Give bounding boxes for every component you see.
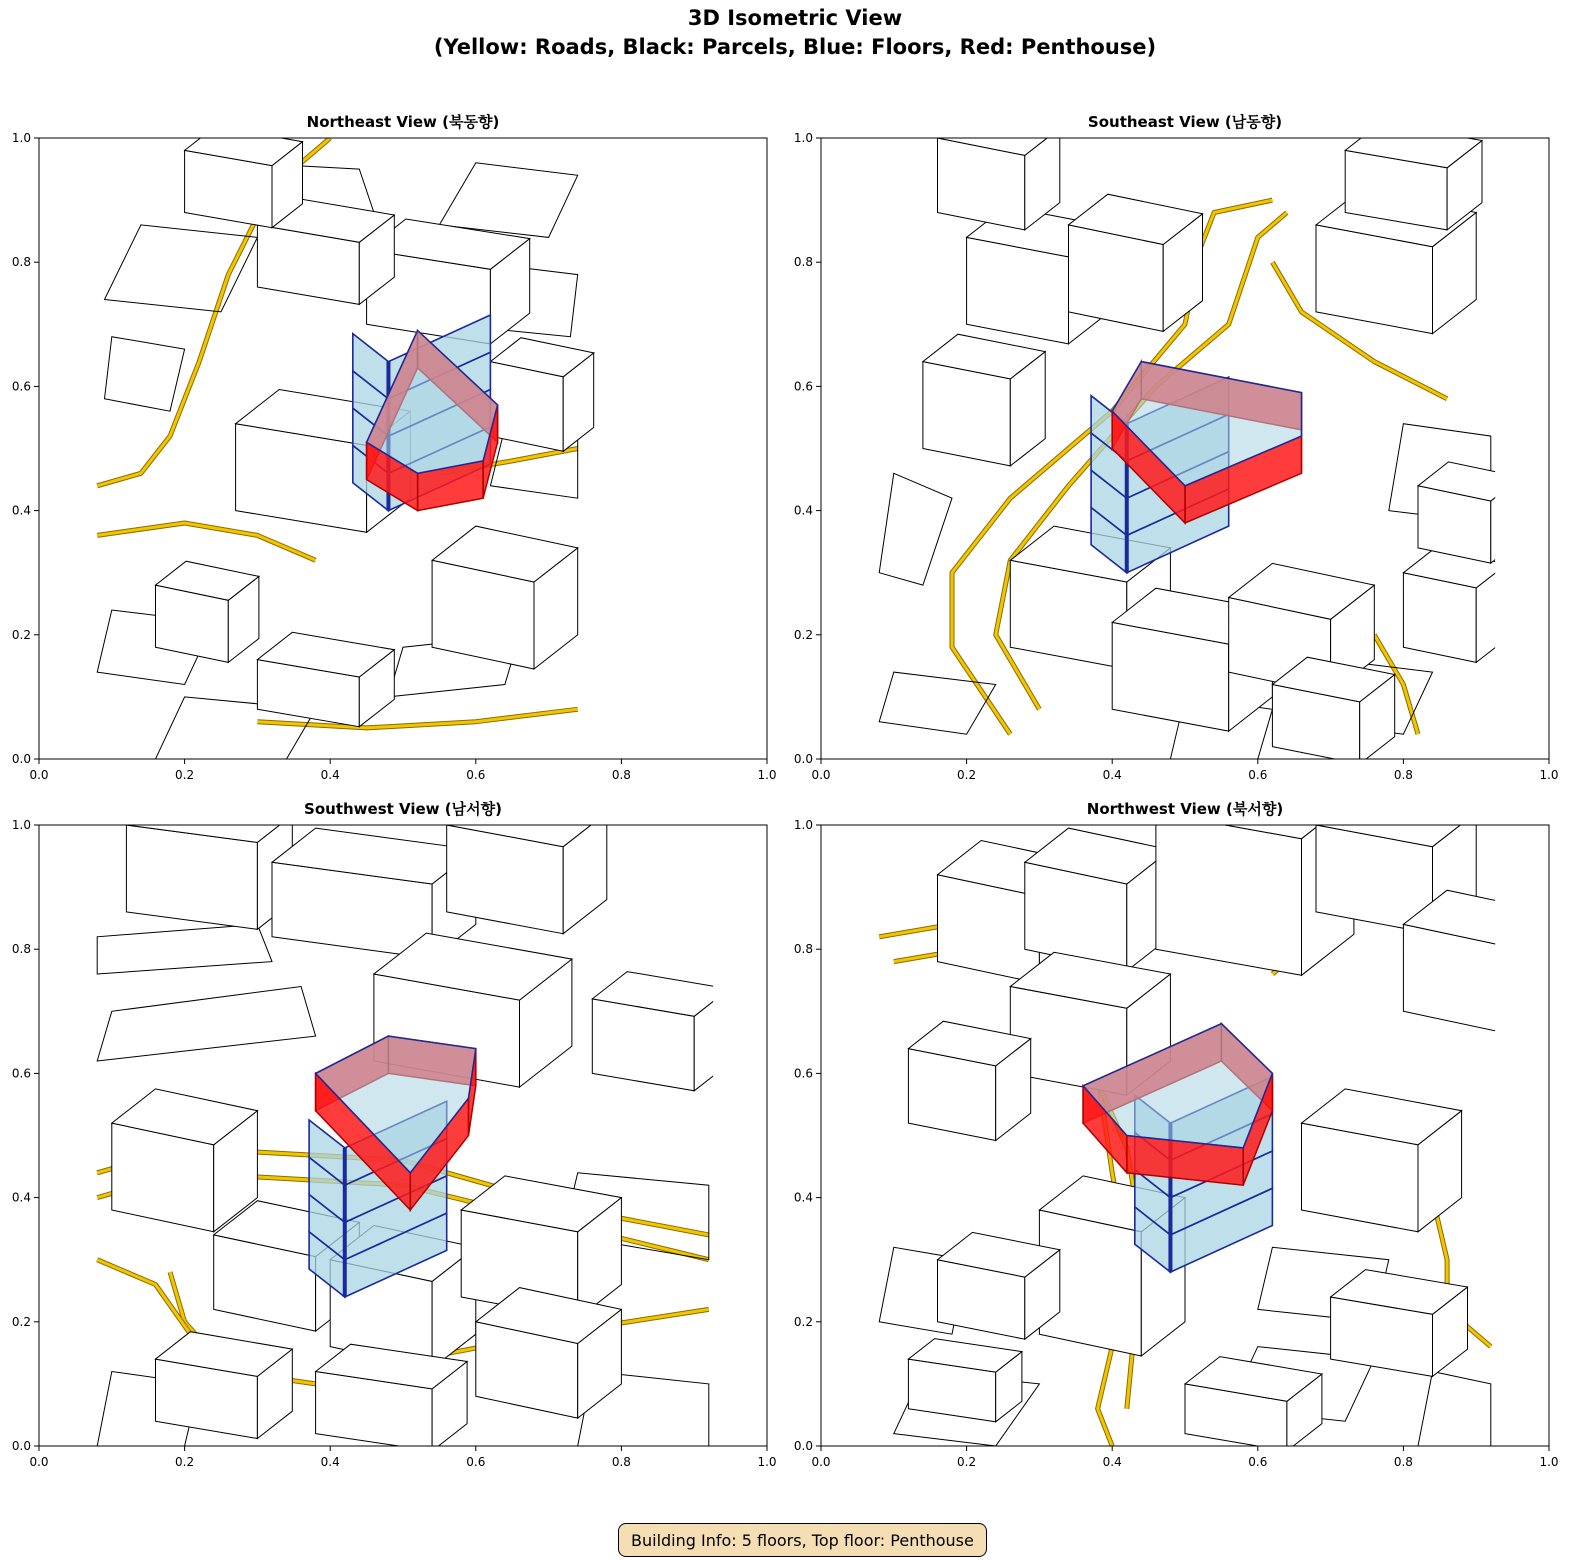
x-tick-label: 0.8 bbox=[1393, 768, 1413, 782]
parcel bbox=[97, 987, 315, 1062]
y-tick-label: 0.2 bbox=[11, 1314, 31, 1329]
building-block bbox=[1302, 1089, 1462, 1232]
building-block bbox=[938, 1232, 1060, 1339]
building-block bbox=[126, 798, 292, 930]
x-tick-label: 0.2 bbox=[175, 768, 195, 782]
building-info-box: Building Info: 5 floors, Top floor: Penthouse bbox=[618, 1523, 987, 1557]
y-tick-label: 0.4 bbox=[793, 503, 813, 518]
subplot-title: Southeast View (남동향) bbox=[1087, 113, 1283, 131]
parcel bbox=[439, 163, 577, 238]
x-tick-label: 0.8 bbox=[1393, 1455, 1413, 1469]
y-tick-label: 0.6 bbox=[793, 379, 813, 394]
parcel bbox=[97, 924, 272, 974]
building-block bbox=[432, 526, 578, 669]
building-block bbox=[112, 1089, 258, 1232]
y-tick-label: 1.0 bbox=[793, 818, 813, 832]
parcel bbox=[1418, 1372, 1491, 1447]
x-tick-label: 1.0 bbox=[1539, 768, 1559, 782]
x-tick-label: 0.4 bbox=[1102, 1455, 1122, 1469]
subplot-southwest bbox=[12, 791, 777, 1469]
y-tick-label: 0.0 bbox=[793, 1439, 813, 1453]
y-tick-label: 0.6 bbox=[11, 379, 31, 394]
x-tick-label: 0.2 bbox=[957, 1455, 977, 1469]
y-tick-label: 0.4 bbox=[11, 1190, 31, 1205]
x-tick-label: 0.0 bbox=[29, 768, 49, 782]
x-tick-label: 0.6 bbox=[466, 768, 486, 782]
y-tick-label: 1.0 bbox=[11, 818, 31, 832]
building-block bbox=[1272, 657, 1394, 764]
scene-content bbox=[97, 127, 594, 760]
y-tick-label: 0.0 bbox=[793, 752, 813, 766]
figure-title-line1: 3D Isometric View bbox=[687, 6, 903, 30]
parcel bbox=[879, 473, 952, 585]
subplot-title: Northwest View (북서향) bbox=[1086, 800, 1284, 818]
x-tick-label: 0.8 bbox=[611, 768, 631, 782]
building-block bbox=[1345, 123, 1482, 230]
y-tick-label: 0.8 bbox=[11, 255, 31, 270]
building-block bbox=[592, 972, 729, 1091]
x-tick-label: 1.0 bbox=[757, 768, 777, 782]
y-tick-label: 0.4 bbox=[11, 503, 31, 518]
building-block bbox=[1069, 194, 1203, 331]
scene-content bbox=[879, 111, 1521, 764]
x-tick-label: 0.4 bbox=[1102, 768, 1122, 782]
x-tick-label: 0.0 bbox=[811, 1455, 831, 1469]
subplot-northwest bbox=[794, 772, 1559, 1469]
building-block bbox=[476, 1288, 622, 1419]
building-block bbox=[156, 561, 259, 662]
y-tick-label: 0.8 bbox=[793, 255, 813, 270]
y-tick-label: 0.8 bbox=[11, 942, 31, 957]
x-tick-label: 0.6 bbox=[1248, 1455, 1268, 1469]
x-tick-label: 0.6 bbox=[466, 1455, 486, 1469]
building-block bbox=[156, 1332, 293, 1439]
x-tick-label: 1.0 bbox=[1539, 1455, 1559, 1469]
y-tick-label: 1.0 bbox=[793, 131, 813, 145]
y-tick-label: 0.2 bbox=[793, 627, 813, 642]
y-tick-label: 0.2 bbox=[793, 1314, 813, 1329]
parcel bbox=[105, 337, 185, 412]
scene-content bbox=[879, 772, 1549, 1451]
building-block bbox=[316, 1344, 468, 1451]
road bbox=[97, 1260, 199, 1347]
x-tick-label: 0.8 bbox=[611, 1455, 631, 1469]
parcel bbox=[105, 225, 258, 312]
subplot-title: Northeast View (북동향) bbox=[306, 113, 500, 131]
building-block bbox=[1025, 828, 1171, 971]
subplot-title: Southwest View (남서향) bbox=[304, 800, 502, 818]
building-block bbox=[908, 1339, 1022, 1422]
x-tick-label: 0.4 bbox=[320, 1455, 340, 1469]
building-block bbox=[923, 334, 1045, 466]
building-block bbox=[490, 338, 593, 452]
y-tick-label: 0.0 bbox=[11, 1439, 31, 1453]
building-block bbox=[938, 111, 1060, 230]
x-tick-label: 0.2 bbox=[957, 768, 977, 782]
x-tick-label: 0.2 bbox=[175, 1455, 195, 1469]
building-block bbox=[1403, 890, 1549, 1033]
figure-title-line2: (Yellow: Roads, Black: Parcels, Blue: Floors, Red: Penthouse) bbox=[433, 35, 1157, 59]
building-block bbox=[1418, 462, 1521, 563]
x-tick-label: 1.0 bbox=[757, 1455, 777, 1469]
road-edge bbox=[97, 523, 315, 560]
building-block bbox=[1331, 1270, 1468, 1377]
x-tick-label: 0.0 bbox=[29, 1455, 49, 1469]
x-tick-label: 0.4 bbox=[320, 768, 340, 782]
x-tick-label: 0.0 bbox=[811, 768, 831, 782]
building-block bbox=[257, 632, 394, 726]
building-block bbox=[1185, 1357, 1322, 1451]
subplot-southeast bbox=[794, 111, 1559, 782]
y-tick-label: 0.6 bbox=[793, 1066, 813, 1081]
y-tick-label: 0.0 bbox=[11, 752, 31, 766]
y-tick-label: 0.6 bbox=[11, 1066, 31, 1081]
y-tick-label: 1.0 bbox=[11, 131, 31, 145]
y-tick-label: 0.4 bbox=[793, 1190, 813, 1205]
y-tick-label: 0.2 bbox=[11, 627, 31, 642]
parcel bbox=[879, 672, 996, 734]
scene-content bbox=[97, 791, 729, 1451]
road-edge bbox=[97, 1260, 199, 1347]
x-tick-label: 0.6 bbox=[1248, 768, 1268, 782]
y-tick-label: 0.8 bbox=[793, 942, 813, 957]
building-block bbox=[1403, 549, 1506, 663]
building-block bbox=[908, 1021, 1030, 1140]
building-block bbox=[185, 127, 303, 228]
subplot-northeast bbox=[12, 113, 777, 782]
